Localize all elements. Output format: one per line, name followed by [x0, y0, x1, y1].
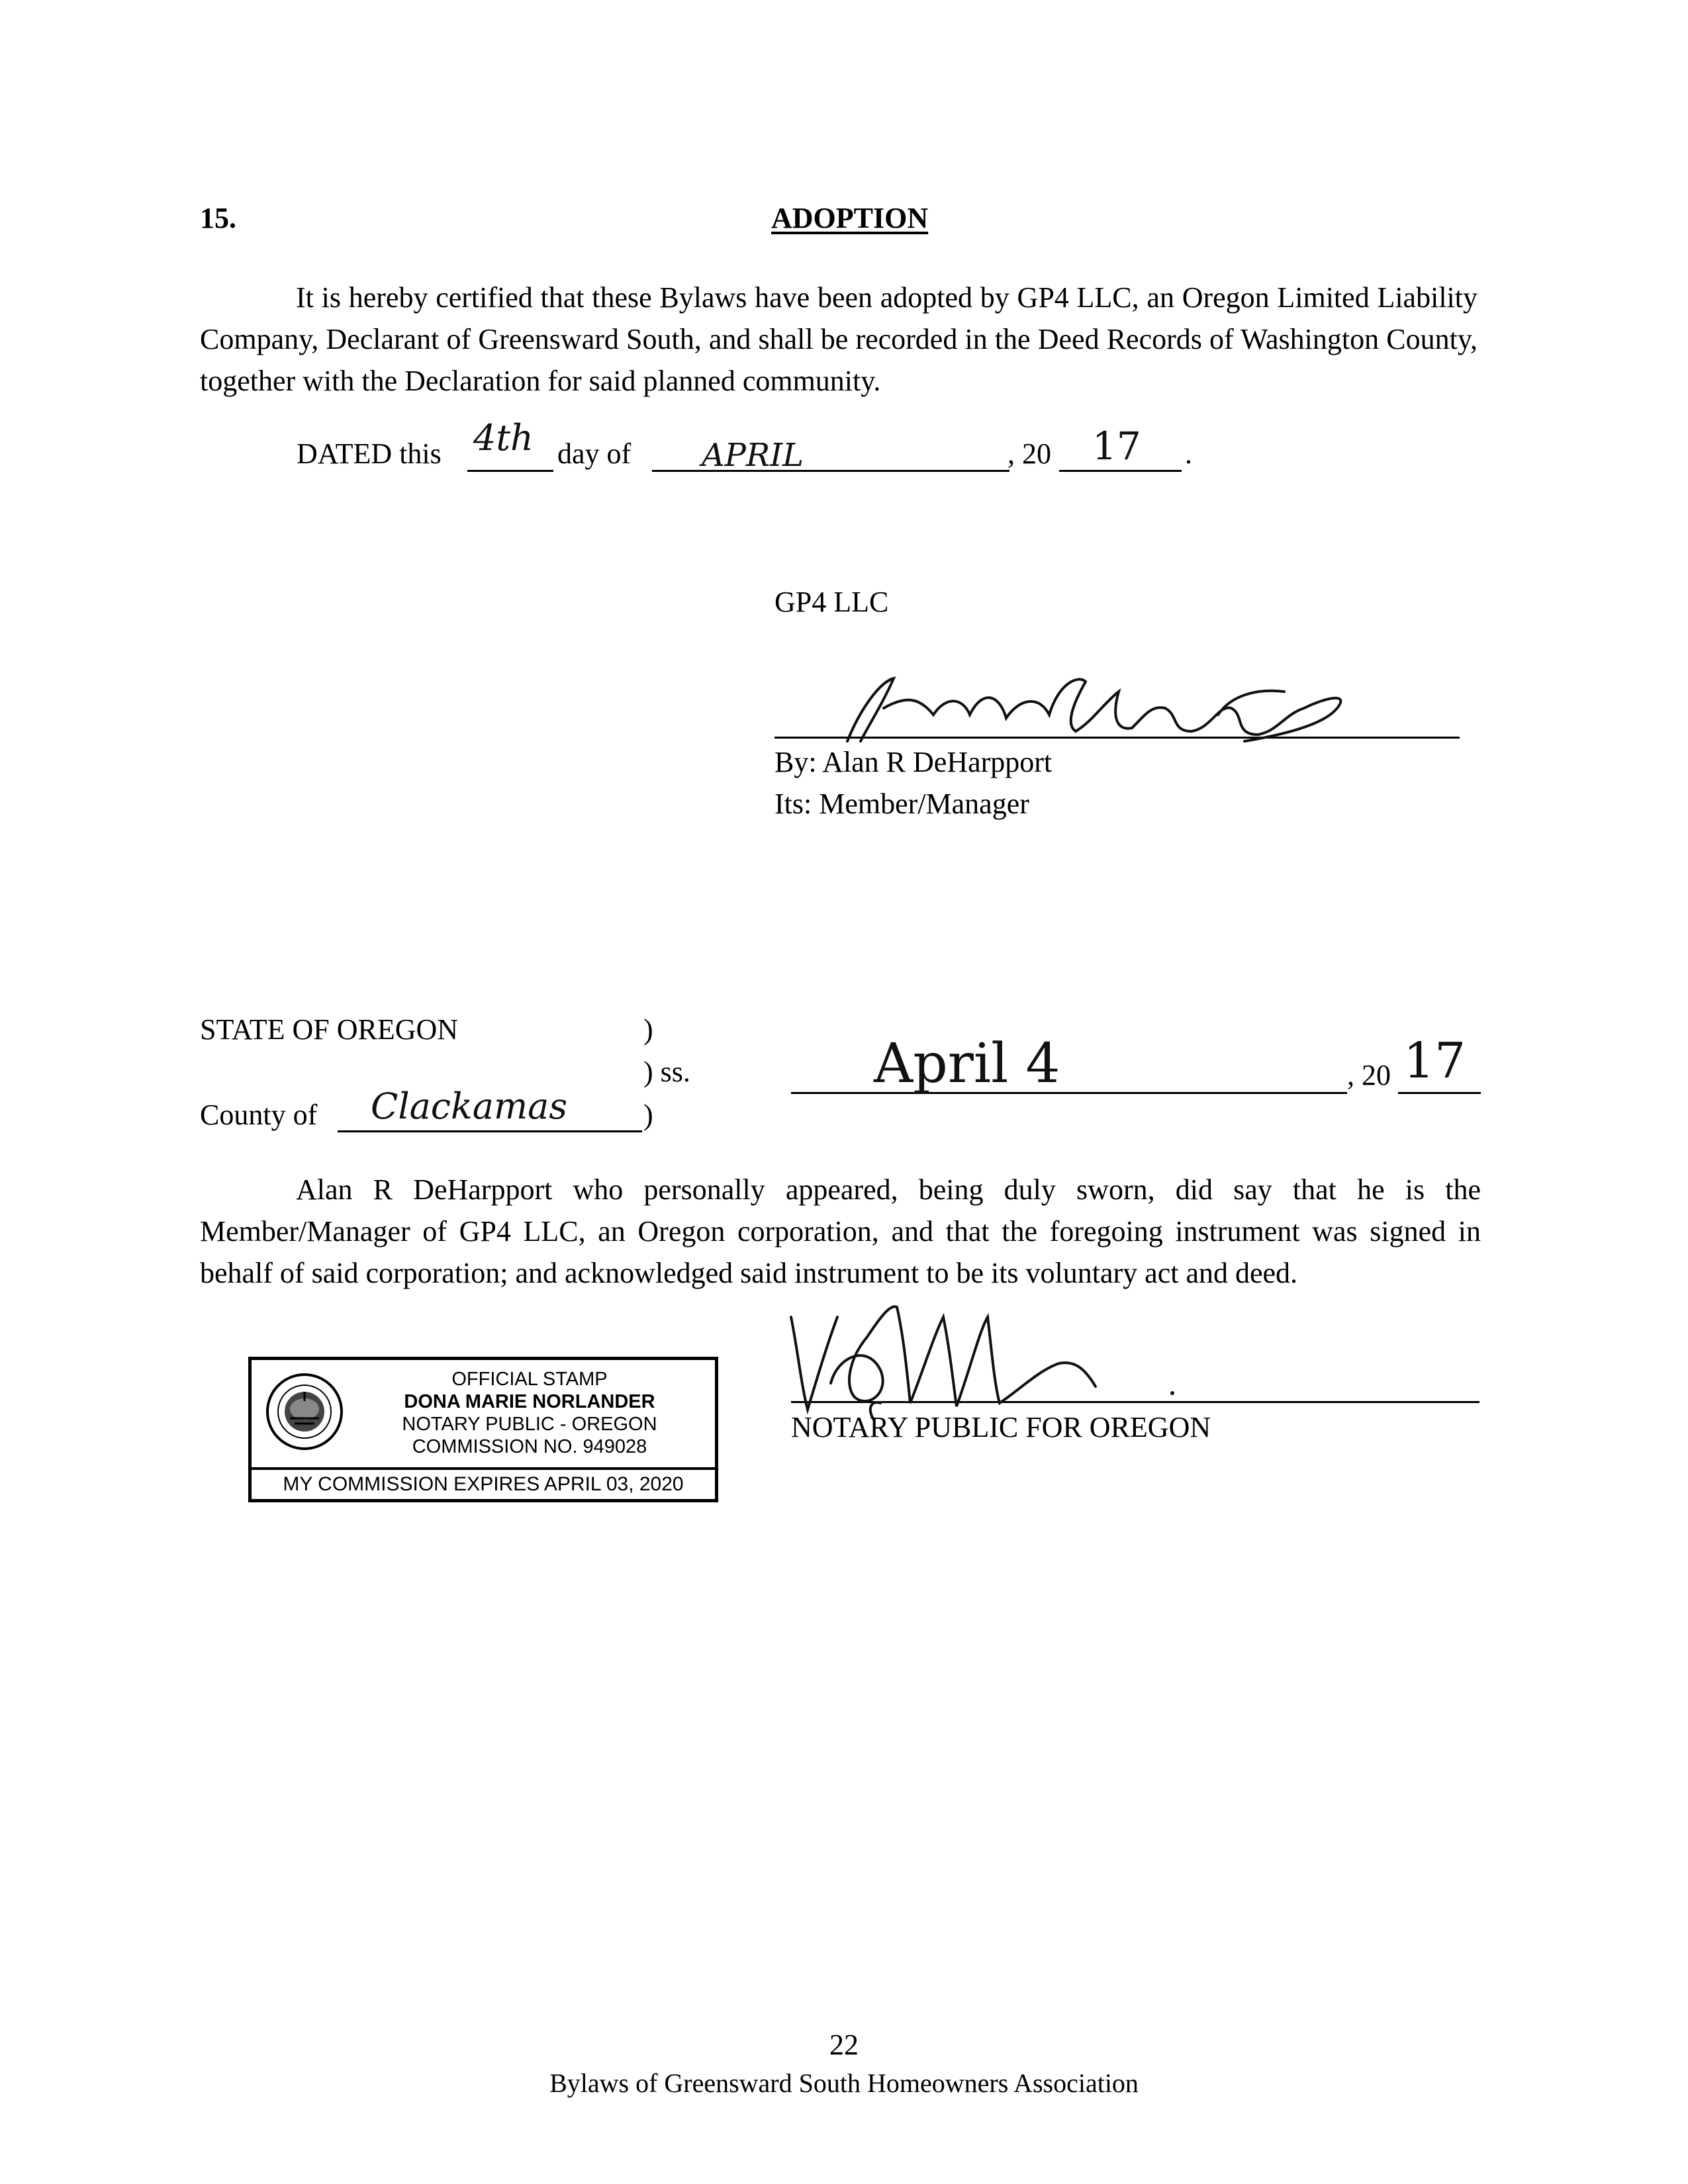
jurat-year-underline — [1398, 1092, 1481, 1094]
stamp-line-official: OFFICIAL STAMP — [451, 1369, 608, 1390]
dated-day-of: day of — [557, 437, 632, 470]
year-underline — [1059, 470, 1182, 472]
certification-text: It is hereby certified that these Bylaws have been adopted by GP4 LLC, an Oregon Limited Liability Company, Declarant of Greensward South, and shall be recorded in the Deed Records of Washington County, together with the Declaration for said planned community. — [200, 281, 1477, 397]
stamp-line-notary: NOTARY PUBLIC - OREGON — [402, 1414, 657, 1435]
acknowledgment-text: Alan R DeHarpport who personally appeared, being duly sworn, did say that he is the Member/Manager of GP4 LLC, an Oregon corporation, and that the foregoing instrument was signed in behalf of said corporation; and acknowledged said instrument to be its voluntary act and deed. — [200, 1173, 1481, 1289]
company-name: GP4 LLC — [774, 586, 889, 618]
jurat-year-prefix: , 20 — [1347, 1059, 1391, 1091]
stamp-line-commission: COMMISSION NO. 949028 — [412, 1436, 647, 1457]
signatory-its: Its: Member/Manager — [774, 788, 1029, 820]
certification-paragraph — [200, 277, 1477, 402]
stamp-divider — [252, 1467, 715, 1470]
jurat-state: STATE OF OREGON — [200, 1013, 459, 1046]
jurat-paren-ss: ) ss. — [643, 1056, 690, 1088]
oregon-state-seal-icon — [265, 1372, 344, 1451]
jurat-date-handwritten: April 4 — [874, 1032, 1060, 1095]
stamp-line-name: DONA MARIE NORLANDER — [404, 1391, 655, 1412]
notary-stamp — [248, 1357, 718, 1502]
dated-day-handwritten: 4th — [473, 417, 534, 459]
acknowledgment-paragraph — [200, 1169, 1481, 1294]
dated-prefix: DATED this — [297, 437, 442, 470]
footer-document-title: Bylaws of Greensward South Homeowners Association — [549, 2068, 1139, 2098]
jurat-county-prefix: County of — [200, 1099, 318, 1131]
signatory-by: By: Alan R DeHarpport — [774, 746, 1053, 778]
dated-year-prefix: , 20 — [1008, 437, 1051, 470]
dated-year-handwritten: 17 — [1092, 424, 1141, 469]
section-number: 15. — [200, 202, 236, 234]
dated-end: . — [1185, 437, 1192, 470]
notary-title: NOTARY PUBLIC FOR OREGON — [791, 1411, 1211, 1443]
stamp-line-expires: MY COMMISSION EXPIRES APRIL 03, 2020 — [283, 1473, 684, 1495]
day-underline — [467, 470, 553, 472]
jurat-paren-3: ) — [643, 1099, 653, 1131]
section-title: ADOPTION — [771, 202, 929, 234]
county-underline — [338, 1130, 642, 1132]
jurat-year-handwritten: 17 — [1403, 1032, 1466, 1089]
jurat-paren-1: ) — [643, 1013, 653, 1046]
dated-month-handwritten: APRIL — [702, 437, 804, 474]
page-number: 22 — [829, 2028, 859, 2061]
jurat-county-handwritten: Clackamas — [371, 1085, 568, 1127]
